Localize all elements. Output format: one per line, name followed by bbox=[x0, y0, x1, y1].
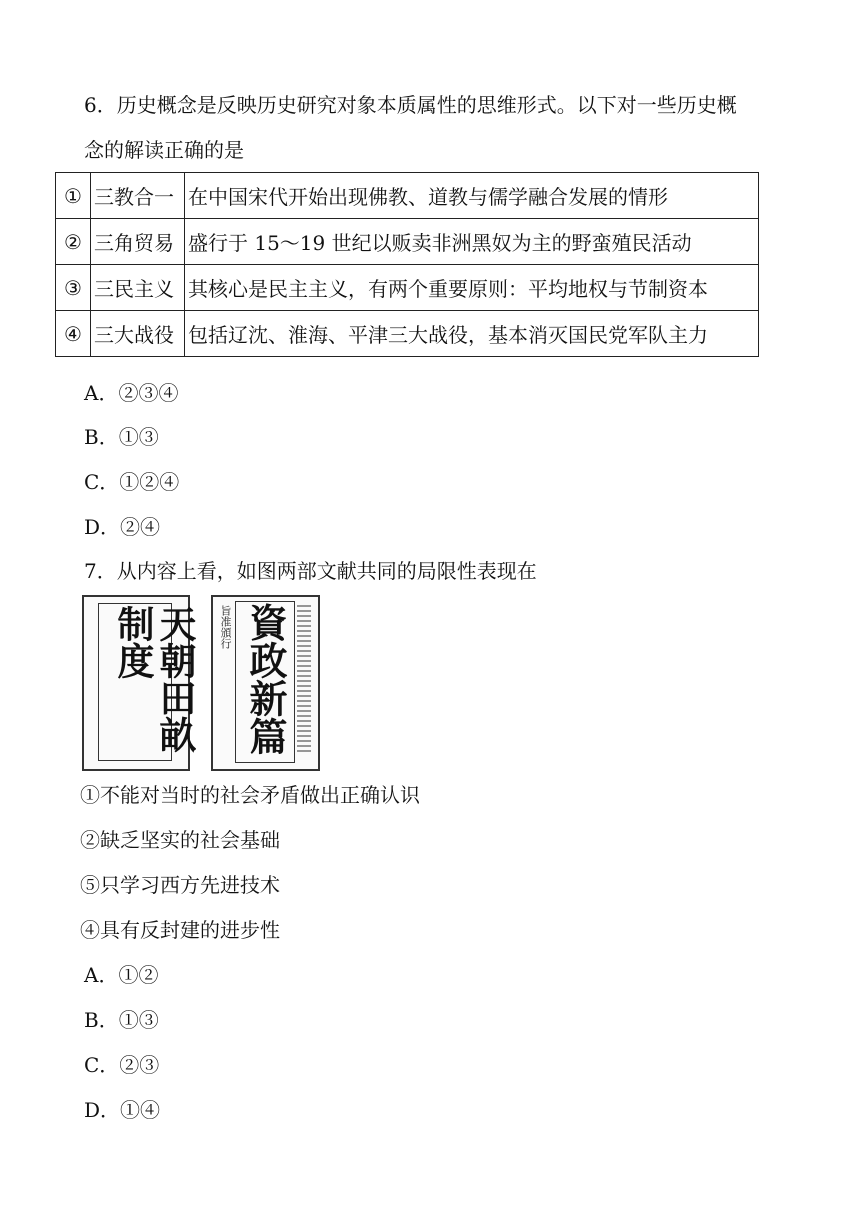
q7-statement-2: ②缺乏坚实的社会基础 bbox=[80, 828, 280, 852]
concept-description: 其核心是民主主义，有两个重要原则：平均地权与节制资本 bbox=[185, 265, 759, 311]
q6-option-c[interactable]: C．①②④ bbox=[84, 470, 180, 494]
q7-option-d[interactable]: D．①④ bbox=[84, 1098, 161, 1122]
q7-option-a[interactable]: A．①② bbox=[84, 963, 159, 987]
book2-title: 資政新篇 bbox=[243, 603, 288, 755]
q6-stem-line1: 6．历史概念是反映历史研究对象本质属性的思维形式。以下对一些历史概 bbox=[84, 93, 737, 117]
q6-concept-table bbox=[55, 172, 759, 357]
book-cover-zizheng bbox=[211, 595, 320, 771]
table-row bbox=[56, 219, 759, 265]
concept-term: 三民主义 bbox=[91, 265, 185, 311]
q6-stem-line2: 念的解读正确的是 bbox=[84, 138, 244, 162]
table-row bbox=[56, 265, 759, 311]
row-number: ③ bbox=[56, 265, 91, 311]
q7-option-c[interactable]: C．②③ bbox=[84, 1053, 160, 1077]
concept-description: 盛行于 15～19 世纪以贩卖非洲黑奴为主的野蛮殖民活动 bbox=[185, 219, 759, 265]
q6-option-d[interactable]: D．②④ bbox=[84, 515, 161, 539]
book2-seal-text-pattern bbox=[297, 605, 311, 755]
concept-term: 三角贸易 bbox=[91, 219, 185, 265]
concept-term: 三教合一 bbox=[91, 173, 185, 219]
book-cover-tianchao bbox=[82, 595, 197, 771]
table-row bbox=[56, 173, 759, 219]
concept-description: 包括辽沈、淮海、平津三大战役，基本消灭国民党军队主力 bbox=[185, 311, 759, 357]
q6-option-a[interactable]: A．②③④ bbox=[84, 381, 179, 405]
row-number: ④ bbox=[56, 311, 91, 357]
concept-description: 在中国宋代开始出现佛教、道教与儒学融合发展的情形 bbox=[185, 173, 759, 219]
row-number: ② bbox=[56, 219, 91, 265]
table-row bbox=[56, 311, 759, 357]
q7-option-b[interactable]: B．①③ bbox=[84, 1008, 159, 1032]
q7-statement-4: ④具有反封建的进步性 bbox=[80, 918, 280, 942]
q7-statement-1: ①不能对当时的社会矛盾做出正确认识 bbox=[80, 783, 420, 807]
q7-stem: 7．从内容上看，如图两部文献共同的局限性表现在 bbox=[84, 559, 537, 583]
concept-term: 三大战役 bbox=[91, 311, 185, 357]
q7-statement-3: ⑤只学习西方先进技术 bbox=[80, 873, 280, 897]
q6-option-b[interactable]: B．①③ bbox=[84, 425, 159, 449]
row-number: ① bbox=[56, 173, 91, 219]
book1-title: 天朝田畝制度 bbox=[111, 605, 197, 753]
book2-side-text: 旨准頒行 bbox=[219, 605, 232, 649]
